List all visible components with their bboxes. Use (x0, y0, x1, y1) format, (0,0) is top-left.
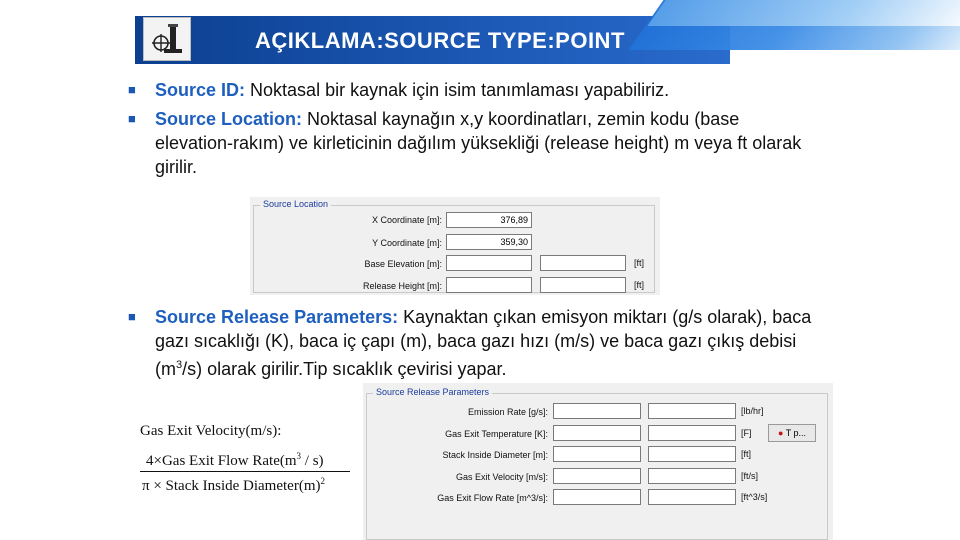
gas-exit-velocity-fts-input[interactable] (648, 468, 736, 484)
base-elevation-label: Base Elevation [m]: (364, 259, 442, 269)
formula-denominator-text: π × Stack Inside Diameter(m) (142, 478, 321, 494)
group-title: Source Release Parameters (373, 387, 492, 397)
bullet-source-id (130, 78, 820, 102)
formula-numerator-text: 4×Gas Exit Flow Rate(m (146, 453, 297, 469)
y-coordinate-input[interactable]: 359,30 (446, 234, 532, 250)
formula-numerator-sup: 3 (296, 451, 302, 461)
source-location-panel (250, 197, 660, 295)
bullet-superscript: 3 (176, 359, 183, 371)
bullet-square-icon: ■ (128, 309, 136, 324)
release-height-unit: [ft] (634, 280, 645, 290)
bullet-key: Source ID: (155, 80, 246, 100)
gas-exit-temperature-unit: [F] (741, 428, 752, 438)
formula-denominator (142, 476, 325, 495)
stack-diameter-input[interactable] (553, 446, 641, 462)
bullet-release-params (130, 305, 820, 381)
emission-rate-unit: [lb/hr] (741, 406, 764, 416)
formula-heading: Gas Exit Velocity(m/s): (140, 423, 282, 439)
slide-header (0, 0, 960, 64)
base-elevation-input[interactable] (446, 255, 532, 271)
formula-fraction-bar (140, 471, 350, 472)
gas-exit-velocity-input[interactable] (553, 468, 641, 484)
y-coordinate-label: Y Coordinate [m]: (372, 238, 442, 248)
tip-button-label: T p... (785, 428, 807, 438)
base-elevation-ft-input[interactable] (540, 255, 626, 271)
header-swoosh-light (647, 0, 960, 26)
bullet-text: Noktasal kaynağın x,y koordinatları, zemin kodu (base elevation-rakım) ve kirleticinin dağılım yüksekliği (release height) m veya ft olarak girilir. (155, 109, 802, 177)
gas-exit-flow-rate-input[interactable] (553, 489, 641, 505)
group-title: Source Location (260, 199, 331, 209)
tip-button[interactable] (768, 424, 816, 442)
drafting-tool-icon (143, 17, 191, 61)
gas-exit-flow-rate-label: Gas Exit Flow Rate [m^3/s]: (437, 493, 548, 503)
gas-exit-temperature-input[interactable] (553, 425, 641, 441)
bullet-text: Kaynaktan çıkan emisyon miktarı (g/s olarak), baca gazı sıcaklığı (K), baca iç çapı (m), baca gazı hızı (m/s) ve baca gazı çıkış debisi (m (155, 307, 812, 379)
release-height-input[interactable] (446, 277, 532, 293)
gas-exit-flow-rate-ft3s-input[interactable] (648, 489, 736, 505)
tip-dot-icon: ● (777, 428, 784, 438)
release-height-label: Release Height [m]: (362, 281, 442, 291)
bullet-square-icon: ■ (128, 82, 136, 97)
stack-diameter-ft-input[interactable] (648, 446, 736, 462)
bullet-source-location (130, 107, 820, 179)
emission-rate-lbhr-input[interactable] (648, 403, 736, 419)
emission-rate-input[interactable] (553, 403, 641, 419)
emission-rate-label: Emission Rate [g/s]: (467, 407, 548, 417)
formula-numerator (146, 451, 324, 470)
stack-diameter-unit: [ft] (741, 449, 752, 459)
bullet-key: Source Location: (155, 109, 303, 129)
gas-exit-temperature-label: Gas Exit Temperature [K]: (445, 429, 548, 439)
formula-denominator-sup: 2 (320, 476, 325, 486)
gas-exit-velocity-unit: [ft/s] (741, 471, 759, 481)
gas-exit-temperature-f-input[interactable] (648, 425, 736, 441)
bullet-text-after: /s) olarak girilir.Tip sıcaklık çevirisi yapar. (182, 359, 507, 379)
bullet-square-icon: ■ (128, 111, 136, 126)
gas-exit-velocity-label: Gas Exit Velocity [m/s]: (455, 472, 548, 482)
page-title: AÇIKLAMA:SOURCE TYPE:POINT (255, 28, 625, 53)
formula-numerator-suffix: / s) (301, 453, 324, 469)
x-coordinate-input[interactable]: 376,89 (446, 212, 532, 228)
base-elevation-unit: [ft] (634, 258, 645, 268)
release-parameters-panel (363, 383, 833, 540)
velocity-formula (138, 423, 358, 498)
bullet-key: Source Release Parameters: (155, 307, 399, 327)
bullet-text: Noktasal bir kaynak için isim tanımlaması yapabiliriz. (245, 80, 670, 100)
stack-diameter-label: Stack Inside Diameter [m]: (442, 450, 548, 460)
gas-exit-flow-rate-unit: [ft^3/s] (741, 492, 768, 502)
x-coordinate-label: X Coordinate [m]: (371, 215, 442, 225)
release-height-ft-input[interactable] (540, 277, 626, 293)
